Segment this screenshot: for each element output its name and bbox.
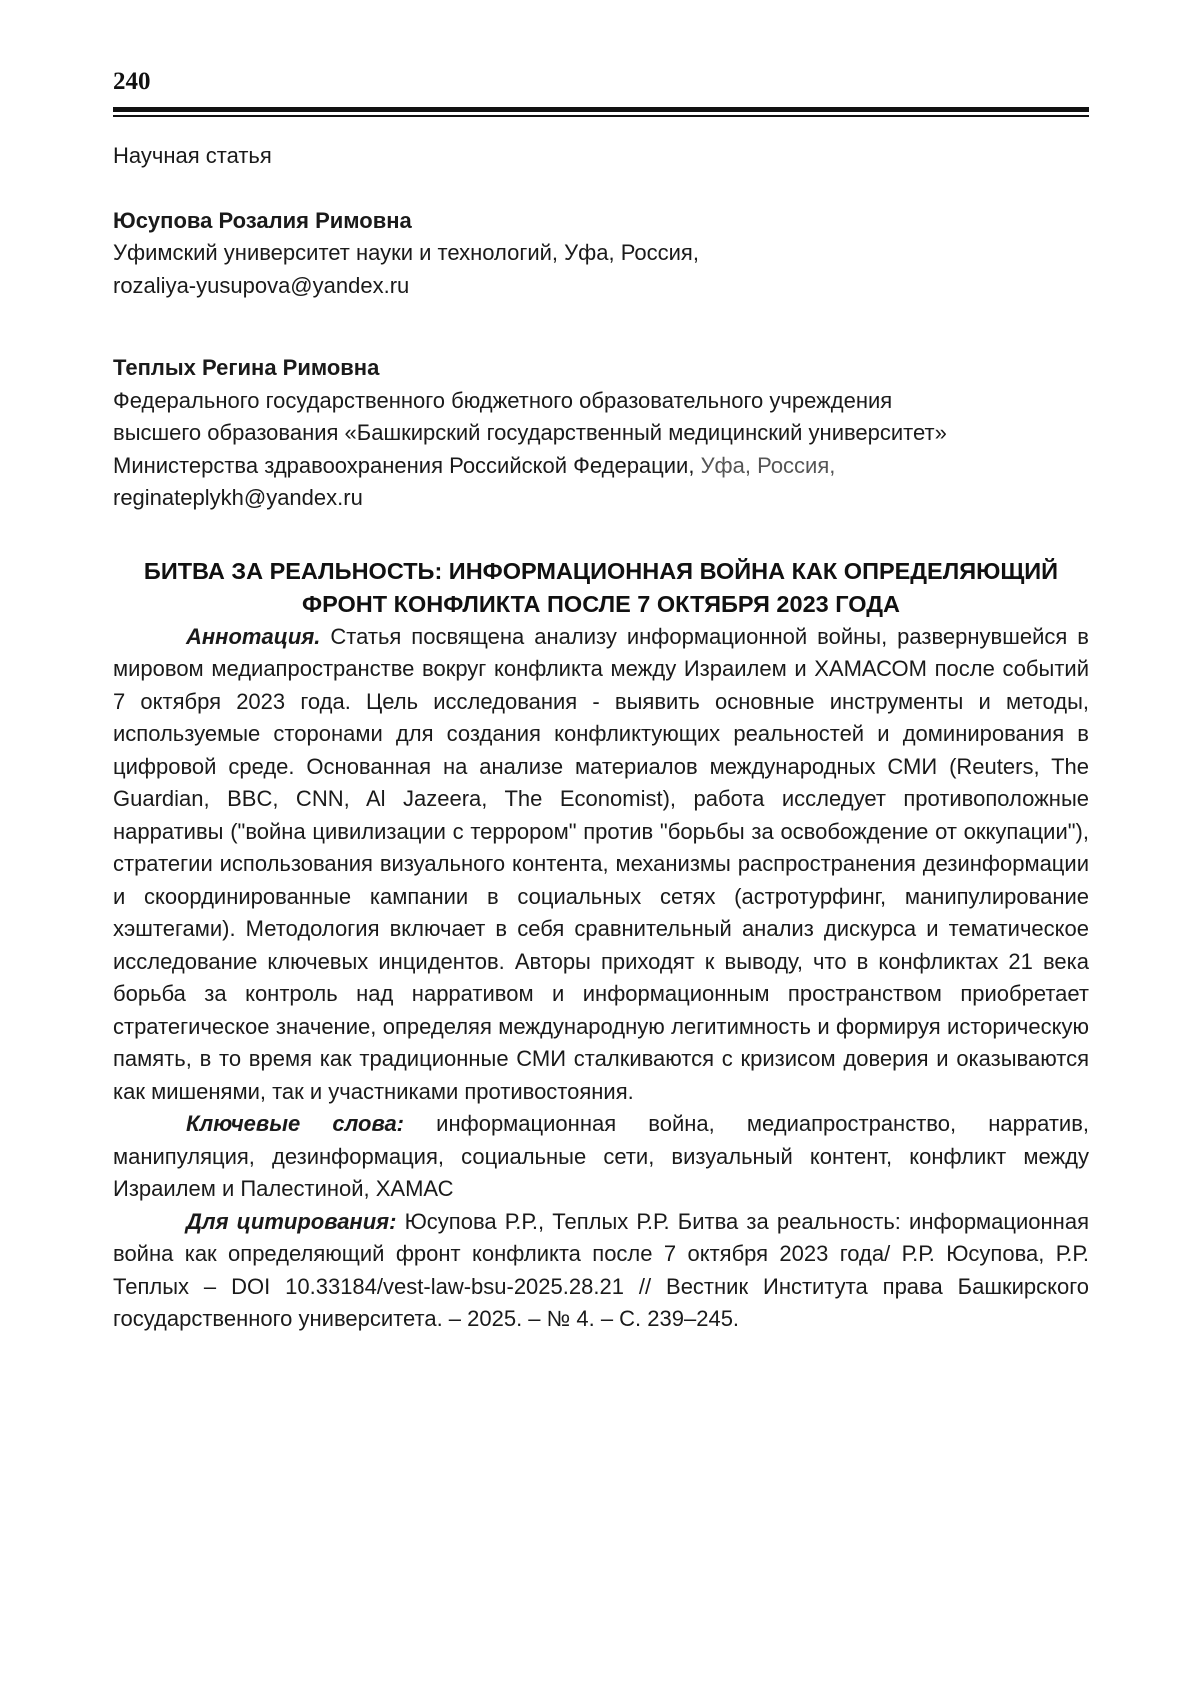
annotation-text: Статья посвящена анализу информационной войны, развернувшейся в мировом медиапространстве вокруг конфликта между Израилем и ХАМАСОМ после событий 7 октября 2023 года. Цель исследования - выявить основные инструменты и методы, используемые сторонами для создания конфликтующих реальностей и доминирования в цифровой среде. Основанная на анализе материалов международных СМИ (Reuters, The Guardian, BBC, CNN, Al Jazeera, The Economist), работа исследует противоположные нарративы ("война цивилизации с террором" против "борьбы за освобождение от оккупации"), стратегии использования визуального контента, механизмы распространения дезинформации и скоординированные кампании в социальных сетях (астротурфинг, манипулирование хэштегами). Методология включает в себя сравнительный анализ дискурса и тематическое исследование ключевых инцидентов. Авторы приходят к выводу, что в конфликтах 21 века борьба за контроль над нарративом и информационным пространством приобретает стратегическое значение, определяя международную легитимность и формируя историческую память, в то время как традиционные СМИ сталкиваются с кризисом доверия и оказываются как мишенями, так и участниками противостояния. <box>113 623 1089 1104</box>
article-title-line: БИТВА ЗА РЕАЛЬНОСТЬ: ИНФОРМАЦИОННАЯ ВОЙНА КАК ОПРЕДЕЛЯЮЩИЙ <box>143 557 1059 584</box>
annotation-paragraph <box>113 621 1089 1109</box>
keywords-label: Ключевые слова: <box>186 1111 405 1136</box>
citation-paragraph <box>113 1206 1089 1336</box>
author-block-2 <box>113 352 1089 515</box>
author-affiliation-line: высшего образования «Башкирский государственный медицинский университет» <box>113 420 947 445</box>
author-affiliation: Уфимский университет науки и технологий, Уфа, Россия, <box>113 240 699 265</box>
keywords-paragraph <box>113 1108 1089 1206</box>
page-number: 240 <box>113 68 151 95</box>
author-affiliation-ministry: Министерства здравоохранения Российской Федерации, <box>113 452 695 478</box>
article-title <box>113 555 1089 621</box>
author-email: rozaliya-yusupova@yandex.ru <box>113 272 410 298</box>
header-rule-thin <box>113 115 1089 117</box>
author-name: Юсупова Розалия Римовна <box>113 207 412 233</box>
citation-label: Для цитирования: <box>186 1208 397 1234</box>
keywords-text: информационная война, медиапространство, нарратив, манипуляция, дезинформация, социальные сети, визуальный контент, конфликт между Израилем и Палестиной, ХАМАС <box>113 1111 1089 1201</box>
author-location: Уфа, Россия, <box>700 452 836 478</box>
author-block-1 <box>113 205 1089 303</box>
author-affiliation-line <box>113 450 1089 483</box>
author-affiliation-line: Федерального государственного бюджетного образовательного учреждения <box>113 387 893 413</box>
annotation-label: Аннотация. <box>186 623 321 649</box>
citation-text: Юсупова Р.Р., Теплых Р.Р. Битва за реальность: информационная война как определяющий фронт конфликта после 7 октября 2023 года/ Р.Р. Юсупова, Р.Р. Теплых – DOI 10.33184/vest-law-bsu-2025.28.21 // Вестник Института права Башкирского государственного университета. – 2025. – № 4. – С. 239–245. <box>113 1208 1089 1331</box>
article-type: Научная статья <box>113 143 272 168</box>
article-body <box>113 140 1089 1336</box>
article-title-line: ФРОНТ КОНФЛИКТА ПОСЛЕ 7 ОКТЯБРЯ 2023 ГОДА <box>302 590 900 617</box>
author-email: reginateplykh@yandex.ru <box>113 485 363 510</box>
header-rule-thick <box>113 107 1089 112</box>
author-name: Теплых Регина Римовна <box>113 355 380 380</box>
